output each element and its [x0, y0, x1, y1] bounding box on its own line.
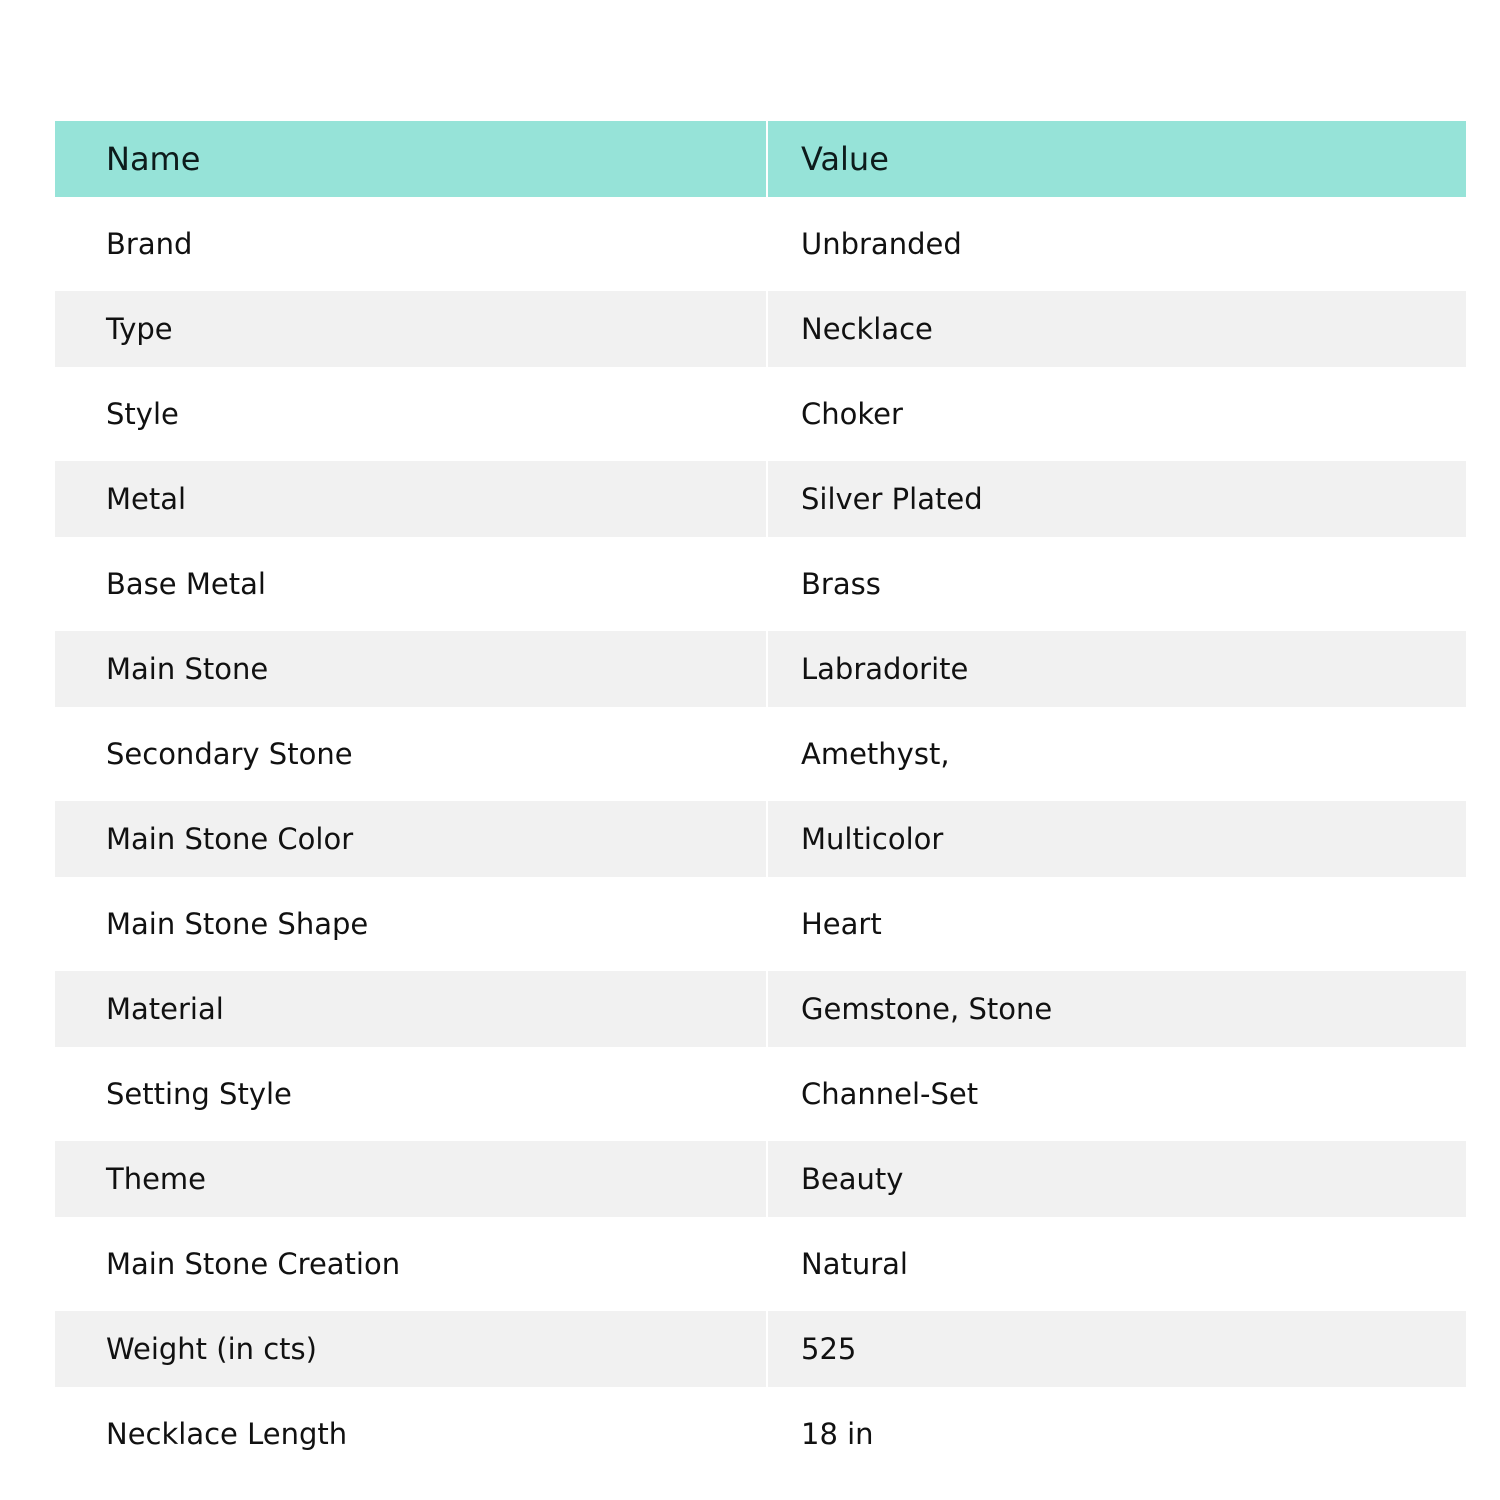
row-name-cell: Metal: [106, 482, 187, 516]
row-name-cell: Weight (in cts): [106, 1332, 317, 1366]
table-row: [55, 206, 1466, 282]
table-row: [55, 1141, 1466, 1217]
column-header-name: Name: [106, 140, 201, 178]
table-row: [55, 971, 1466, 1047]
table-row: [55, 716, 1466, 792]
row-name-cell: Main Stone Creation: [106, 1247, 401, 1281]
table-body: [55, 206, 1466, 1472]
row-value-cell: Necklace: [801, 312, 933, 346]
table-row: [55, 291, 1466, 367]
row-name-cell: Style: [106, 397, 179, 431]
row-value-cell: 18 in: [801, 1417, 874, 1451]
row-value-cell: 525: [801, 1332, 857, 1366]
table-row: [55, 801, 1466, 877]
row-name-cell: Brand: [106, 227, 193, 261]
row-name-cell: Material: [106, 992, 224, 1026]
table-row: [55, 1311, 1466, 1387]
row-value-cell: Choker: [801, 397, 903, 431]
row-value-cell: Silver Plated: [801, 482, 983, 516]
row-value-cell: Gemstone, Stone: [801, 992, 1053, 1026]
row-name-cell: Necklace Length: [106, 1417, 348, 1451]
table-header: [55, 121, 1466, 197]
row-value-cell: Labradorite: [801, 652, 969, 686]
row-value-cell: Brass: [801, 567, 881, 601]
row-value-cell: Natural: [801, 1247, 908, 1281]
row-name-cell: Theme: [106, 1162, 207, 1196]
column-header-value: Value: [801, 140, 889, 178]
row-value-cell: Multicolor: [801, 822, 944, 856]
row-name-cell: Main Stone Shape: [106, 907, 369, 941]
row-name-cell: Secondary Stone: [106, 737, 353, 771]
table-row: [55, 546, 1466, 622]
table-row: [55, 1396, 1466, 1472]
row-name-cell: Main Stone Color: [106, 822, 354, 856]
table-row: [55, 376, 1466, 452]
specifications-table: [55, 121, 1466, 1472]
row-value-cell: Beauty: [801, 1162, 904, 1196]
row-name-cell: Main Stone: [106, 652, 269, 686]
table-row: [55, 1226, 1466, 1302]
row-value-cell: Channel-Set: [801, 1077, 979, 1111]
table-row: [55, 886, 1466, 962]
table-row: [55, 1056, 1466, 1132]
row-name-cell: Type: [106, 312, 173, 346]
row-name-cell: Setting Style: [106, 1077, 292, 1111]
table-row: [55, 631, 1466, 707]
row-value-cell: Amethyst,: [801, 737, 950, 771]
row-name-cell: Base Metal: [106, 567, 266, 601]
row-value-cell: Heart: [801, 907, 882, 941]
row-value-cell: Unbranded: [801, 227, 962, 261]
table-row: [55, 461, 1466, 537]
